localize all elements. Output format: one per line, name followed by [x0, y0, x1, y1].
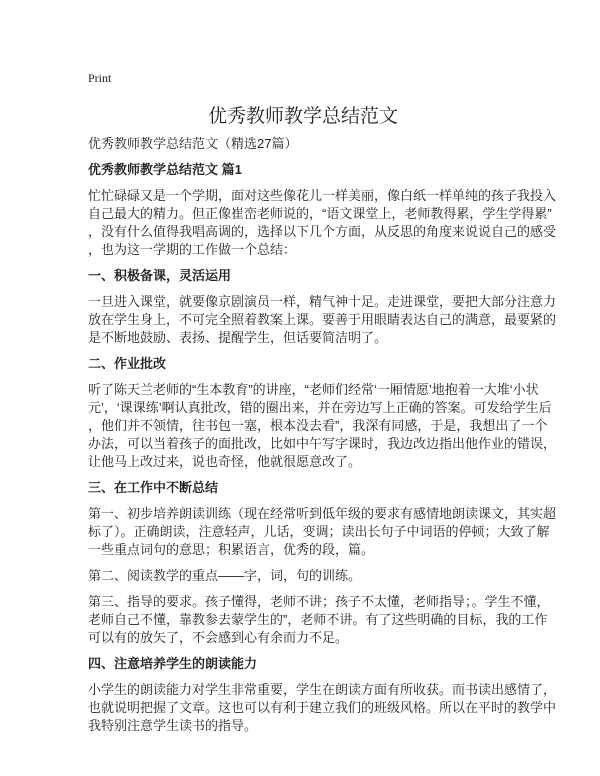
text-line: 第一、初步培养朗读训练（现在经常听到低年级的要求有感情地朗读课文，其实超 [88, 506, 557, 521]
text-line: 让他马上改过来，说也奇怪，他就很愿意改了。 [88, 454, 362, 469]
text-line: 一些重点词句的意思；积累语言，优秀的段，篇。 [88, 542, 375, 557]
text-line: ，没有什么值得我唱高调的，选择以下几个方面，从反思的角度来说说自己的感受 [88, 224, 557, 239]
document-page [88, 70, 557, 743]
section-paragraph [88, 567, 528, 585]
intro-paragraph [88, 187, 557, 259]
text-line: 小学生的朗读能力对学生非常重要，学生在朗读方面有所收获。而书读出感情了， [88, 682, 557, 697]
text-line: 老师自己不懂，靠教参去蒙学生的”，老师不讲。有了这些明确的目标，我的工作 [88, 612, 548, 627]
section-heading: 四、注意培养学生的朗读能力 [88, 656, 258, 671]
text-line: 一旦进入课堂，就要像京剧演员一样，精气神十足。走进课堂，要把大部分注意力 [88, 294, 557, 309]
section-paragraph [88, 381, 557, 471]
section-paragraph [88, 681, 557, 735]
document-subtitle: 优秀教师教学总结范文（精选27篇） [88, 136, 298, 151]
text-line: 听了陈天兰老师的“生本教育”的讲座，“老师们经常‘一厢情愿’地抱着一大堆‘小状 [88, 382, 539, 397]
document-title: 优秀教师教学总结范文 [207, 106, 398, 127]
text-line: 第三、指导的要求。孩子懂得，老师不讲；孩子不太懂，老师指导；。学生不懂， [88, 594, 550, 609]
text-line: ，也为这一学期的工作做一个总结： [88, 242, 297, 257]
text-line: 放在学生身上，不可完全照着教案上课。要善于用眼睛表达自己的满意，最要紧的 [88, 312, 557, 327]
text-line: ，他们并不领情，往书包一塞，根本没去看”，我深有同感，于是，我想出了一个 [88, 418, 548, 433]
article-heading: 优秀教师教学总结范文 篇1 [88, 162, 242, 177]
text-line: 元’，‘课课练’啊认真批改，错的圈出来，并在旁边写上正确的答案。可发给学生后 [88, 400, 552, 415]
section-paragraph [88, 505, 557, 559]
text-line: 也就说明把握了文章。这也可以有利于建立我们的班级风格。所以在平时的教学中 [88, 700, 557, 715]
text-line: 标了）。正确朗读，注意轻声，儿话，变调；读出长句子中词语的停顿；大致了解 [88, 524, 550, 539]
text-line: 我特别注意学生读书的指导。 [88, 718, 258, 733]
sections [88, 267, 557, 735]
text-line: 是不断地鼓励、表扬、提醒学生，但话要简洁明了。 [88, 330, 388, 345]
text-line: 办法，可以当着孩子的面批改，比如中午写字课时，我边改边指出他作业的错误， [88, 436, 557, 451]
section-heading: 一、积极备课，灵活运用 [88, 268, 232, 283]
section-heading: 三、在工作中不断总结 [88, 480, 219, 495]
section-heading: 二、作业批改 [88, 356, 167, 371]
text-line: 自己最大的精力。但正像崔峦老师说的，“语文课堂上，老师教得累，学生学得累” [88, 206, 552, 221]
print-label: Print [88, 71, 112, 85]
section-paragraph [88, 593, 550, 647]
text-line: 忙忙碌碌又是一个学期，面对这些像花儿一样美丽，像白纸一样单纯的孩子我投入 [88, 188, 557, 203]
text-line: 第二、阅读教学的重点——字，词，句的训练。 [88, 568, 362, 583]
section-paragraph [88, 293, 557, 347]
text-line: 可以有的放矢了，不会感到心有余而力不足。 [88, 630, 349, 645]
